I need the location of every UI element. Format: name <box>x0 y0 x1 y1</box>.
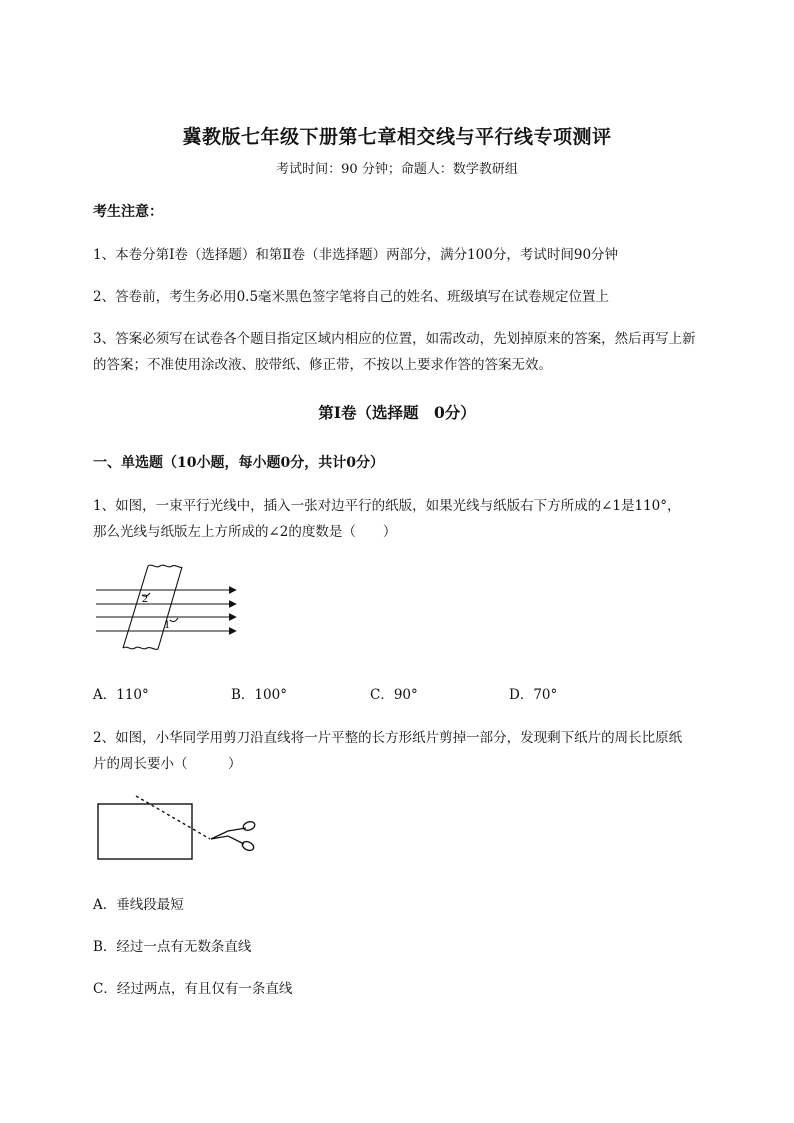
q1-figure <box>90 560 250 660</box>
exam-info: 考试时间：90 分钟；命题人：数学教研组 <box>276 162 518 177</box>
notice-heading: 考生注意： <box>93 204 163 220</box>
subsection-title: 一、单选题（10小题，每小题0分，共计0分） <box>93 455 384 471</box>
q2-option-a[interactable]: A．垂线段最短 <box>93 897 184 913</box>
q1-stem-line2: 那么光线与纸版左上方所成的∠2的度数是（ ） <box>93 524 397 540</box>
q1-option-a[interactable]: A．110° <box>93 687 149 703</box>
q2-stem-line2: 片的周长要小（ ） <box>93 756 242 772</box>
notice-item-3: 3、答案必须写在试卷各个题目指定区域内相应的位置，如需改动，先划掉原来的答案，然后再写上新 <box>93 331 696 347</box>
q2-stem-line1: 2、如图，小华同学用剪刀沿直线将一片平整的长方形纸片剪掉一部分，发现剩下纸片的周长比原纸 <box>93 730 683 746</box>
q1-option-c[interactable]: C．90° <box>370 687 418 703</box>
page-title: 冀教版七年级下册第七章相交线与平行线专项测评 <box>182 126 612 148</box>
q2-option-b[interactable]: B．经过一点有无数条直线 <box>93 939 252 955</box>
notice-item-3-cont: 的答案；不准使用涂改液、胶带纸、修正带，不按以上要求作答的答案无效。 <box>93 357 552 373</box>
notice-item-2: 2、答卷前，考生务必用0.5毫米黑色签字笔将自己的姓名、班级填写在试卷规定位置上 <box>93 289 610 305</box>
q2-option-c[interactable]: C．经过两点，有且仅有一条直线 <box>93 981 293 997</box>
q1-angle-1-label: 1 <box>164 617 170 631</box>
notice-item-1: 1、本卷分第Ⅰ卷（选择题）和第Ⅱ卷（非选择题）两部分，满分100分，考试时间90分钟 <box>93 247 619 263</box>
q2-figure <box>96 794 261 864</box>
q1-stem-line1: 1、如图，一束平行光线中，插入一张对边平行的纸版，如果光线与纸版右下方所成的∠1是110°， <box>93 498 681 514</box>
section-title: 第Ⅰ卷（选择题 0分） <box>318 403 476 422</box>
q1-option-d[interactable]: D．70° <box>509 687 558 703</box>
scissors-icon <box>211 820 256 852</box>
q1-angle-2-label: 2 <box>142 591 148 605</box>
q1-option-b[interactable]: B．100° <box>231 687 287 703</box>
